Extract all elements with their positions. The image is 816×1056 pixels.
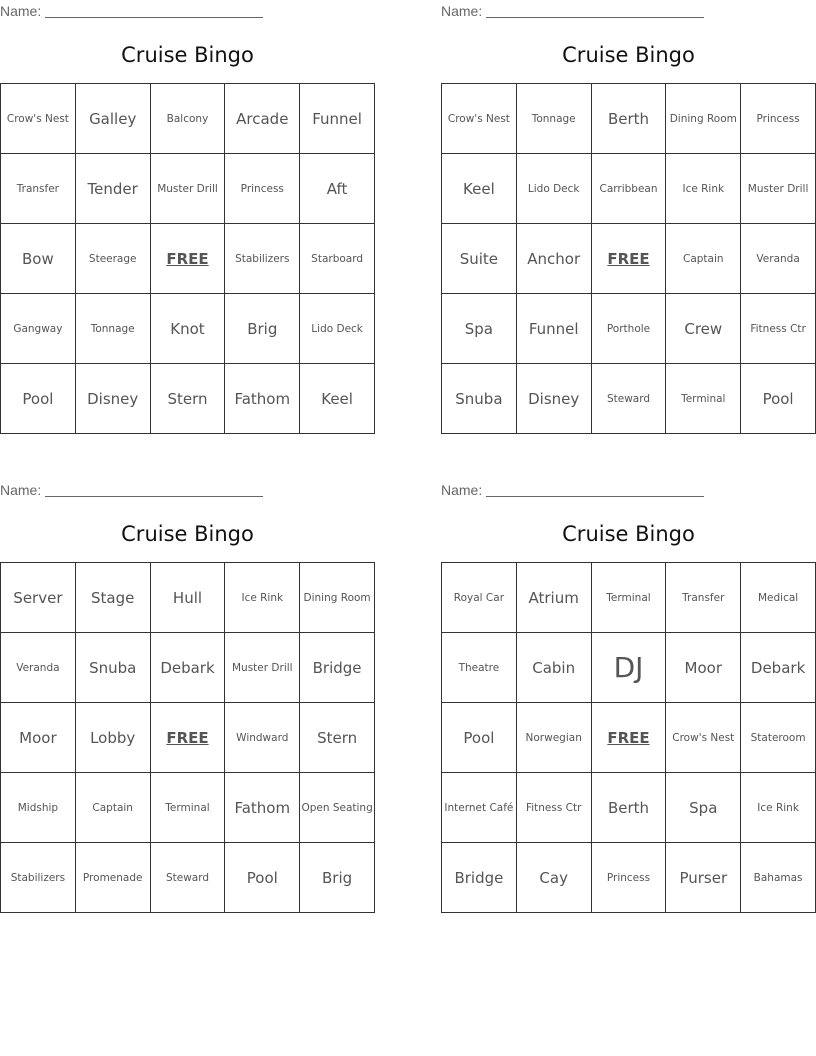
bingo-cell[interactable]: Tonnage <box>517 84 592 154</box>
bingo-cell[interactable]: Crow's Nest <box>442 84 517 154</box>
bingo-cell[interactable]: Terminal <box>151 773 226 843</box>
bingo-cell[interactable]: Medical <box>741 563 816 633</box>
bingo-cell[interactable]: Fitness Ctr <box>741 294 816 364</box>
bingo-cell[interactable]: Spa <box>666 773 741 843</box>
bingo-cell[interactable]: Transfer <box>666 563 741 633</box>
bingo-cell[interactable]: Muster Drill <box>225 633 300 703</box>
free-space-cell[interactable]: FREE <box>592 703 667 773</box>
bingo-cell[interactable]: Pool <box>1 364 76 434</box>
bingo-cell[interactable]: Stateroom <box>741 703 816 773</box>
bingo-cell[interactable]: Starboard <box>300 224 375 294</box>
bingo-cell[interactable]: Purser <box>666 843 741 913</box>
bingo-cell[interactable]: Stage <box>76 563 151 633</box>
card-title: Cruise Bingo <box>121 522 254 546</box>
bingo-cell[interactable]: Princess <box>592 843 667 913</box>
card-title: Cruise Bingo <box>562 522 695 546</box>
bingo-cell[interactable]: Princess <box>741 84 816 154</box>
name-label: Name: <box>441 482 483 498</box>
bingo-cell[interactable]: Cay <box>517 843 592 913</box>
bingo-cell[interactable]: Server <box>1 563 76 633</box>
bingo-cell[interactable]: Internet Café <box>442 773 517 843</box>
bingo-cell[interactable]: Suite <box>442 224 517 294</box>
bingo-cell[interactable]: Ice Rink <box>666 154 741 224</box>
bingo-cell[interactable]: Brig <box>225 294 300 364</box>
bingo-cell[interactable]: Cabin <box>517 633 592 703</box>
free-space-cell[interactable]: FREE <box>151 703 226 773</box>
bingo-cell[interactable]: Bahamas <box>741 843 816 913</box>
card-title: Cruise Bingo <box>562 43 695 67</box>
bingo-cell[interactable]: Keel <box>442 154 517 224</box>
name-field[interactable] <box>441 3 704 19</box>
name-field[interactable] <box>0 482 263 498</box>
bingo-cell[interactable]: Debark <box>151 633 226 703</box>
bingo-cell[interactable]: Moor <box>1 703 76 773</box>
bingo-cell[interactable]: Dining Room <box>300 563 375 633</box>
bingo-cell[interactable]: Terminal <box>666 364 741 434</box>
bingo-cell[interactable]: Lobby <box>76 703 151 773</box>
bingo-cell[interactable]: Funnel <box>517 294 592 364</box>
bingo-cell[interactable]: Bridge <box>442 843 517 913</box>
bingo-cell[interactable]: Fathom <box>225 364 300 434</box>
bingo-cell[interactable]: Berth <box>592 84 667 154</box>
bingo-cell[interactable]: Brig <box>300 843 375 913</box>
bingo-cell[interactable]: Open Seating <box>300 773 375 843</box>
bingo-cell[interactable]: Crow's Nest <box>1 84 76 154</box>
bingo-cell[interactable]: Royal Car <box>442 563 517 633</box>
bingo-grid <box>0 83 375 434</box>
bingo-cell[interactable]: Fathom <box>225 773 300 843</box>
bingo-cell[interactable]: Stern <box>300 703 375 773</box>
bingo-cell[interactable]: Crow's Nest <box>666 703 741 773</box>
bingo-cell[interactable]: Gangway <box>1 294 76 364</box>
bingo-cell[interactable]: Muster Drill <box>741 154 816 224</box>
bingo-cell[interactable]: Steward <box>592 364 667 434</box>
bingo-cell[interactable]: Carribbean <box>592 154 667 224</box>
bingo-cell[interactable]: Princess <box>225 154 300 224</box>
name-label: Name: <box>0 482 42 498</box>
name-label: Name: <box>441 3 483 19</box>
bingo-grid <box>441 83 816 434</box>
bingo-cell[interactable]: Ice Rink <box>225 563 300 633</box>
bingo-cell[interactable]: Pool <box>225 843 300 913</box>
bingo-cell[interactable]: Midship <box>1 773 76 843</box>
bingo-cell[interactable]: Promenade <box>76 843 151 913</box>
bingo-cell[interactable]: Tonnage <box>76 294 151 364</box>
bingo-cell[interactable]: Tender <box>76 154 151 224</box>
name-blank-line[interactable] <box>486 483 704 497</box>
bingo-cell[interactable]: Captain <box>666 224 741 294</box>
name-field[interactable] <box>0 3 263 19</box>
bingo-cell[interactable]: Lido Deck <box>517 154 592 224</box>
bingo-cell[interactable]: Captain <box>76 773 151 843</box>
bingo-cell[interactable]: Muster Drill <box>151 154 226 224</box>
bingo-cell[interactable]: Terminal <box>592 563 667 633</box>
bingo-cell[interactable]: Bow <box>1 224 76 294</box>
bingo-cell[interactable]: Porthole <box>592 294 667 364</box>
bingo-cell[interactable]: Windward <box>225 703 300 773</box>
bingo-cell[interactable]: Anchor <box>517 224 592 294</box>
bingo-cell[interactable]: Steward <box>151 843 226 913</box>
bingo-cell[interactable]: Stabilizers <box>225 224 300 294</box>
bingo-cell[interactable]: Disney <box>517 364 592 434</box>
bingo-cell[interactable]: Steerage <box>76 224 151 294</box>
bingo-cell[interactable]: Spa <box>442 294 517 364</box>
bingo-cell[interactable]: Stabilizers <box>1 843 76 913</box>
name-blank-line[interactable] <box>45 483 263 497</box>
bingo-cell[interactable]: Funnel <box>300 84 375 154</box>
bingo-cell[interactable]: Theatre <box>442 633 517 703</box>
bingo-cell[interactable]: Hull <box>151 563 226 633</box>
bingo-cell[interactable]: Transfer <box>1 154 76 224</box>
bingo-cell[interactable]: Aft <box>300 154 375 224</box>
bingo-cell[interactable]: Veranda <box>741 224 816 294</box>
bingo-cell[interactable]: Crew <box>666 294 741 364</box>
bingo-cell[interactable]: Pool <box>442 703 517 773</box>
bingo-cell[interactable]: Moor <box>666 633 741 703</box>
card-title: Cruise Bingo <box>121 43 254 67</box>
bingo-cell[interactable]: Snuba <box>76 633 151 703</box>
bingo-cell[interactable]: Veranda <box>1 633 76 703</box>
bingo-cell[interactable]: Balcony <box>151 84 226 154</box>
bingo-cell[interactable]: Snuba <box>442 364 517 434</box>
bingo-cell[interactable]: Norwegian <box>517 703 592 773</box>
bingo-cell[interactable]: Disney <box>76 364 151 434</box>
bingo-cell[interactable]: Keel <box>300 364 375 434</box>
bingo-cell[interactable]: Ice Rink <box>741 773 816 843</box>
bingo-cell[interactable]: Debark <box>741 633 816 703</box>
bingo-grid <box>0 562 375 913</box>
bingo-cell[interactable]: Knot <box>151 294 226 364</box>
name-blank-line[interactable] <box>45 4 263 18</box>
free-space-cell[interactable]: FREE <box>592 224 667 294</box>
bingo-cell[interactable]: Berth <box>592 773 667 843</box>
bingo-cell[interactable]: Stern <box>151 364 226 434</box>
bingo-cell[interactable]: Pool <box>741 364 816 434</box>
name-field[interactable] <box>441 482 704 498</box>
bingo-cell[interactable]: Dining Room <box>666 84 741 154</box>
bingo-cell[interactable]: Atrium <box>517 563 592 633</box>
name-blank-line[interactable] <box>486 4 704 18</box>
name-label: Name: <box>0 3 42 19</box>
bingo-cell[interactable]: DJ <box>592 633 667 703</box>
free-space-cell[interactable]: FREE <box>151 224 226 294</box>
bingo-cell[interactable]: Arcade <box>225 84 300 154</box>
bingo-cell[interactable]: Bridge <box>300 633 375 703</box>
bingo-cell[interactable]: Galley <box>76 84 151 154</box>
bingo-cell[interactable]: Fitness Ctr <box>517 773 592 843</box>
bingo-grid <box>441 562 816 913</box>
bingo-cell[interactable]: Lido Deck <box>300 294 375 364</box>
